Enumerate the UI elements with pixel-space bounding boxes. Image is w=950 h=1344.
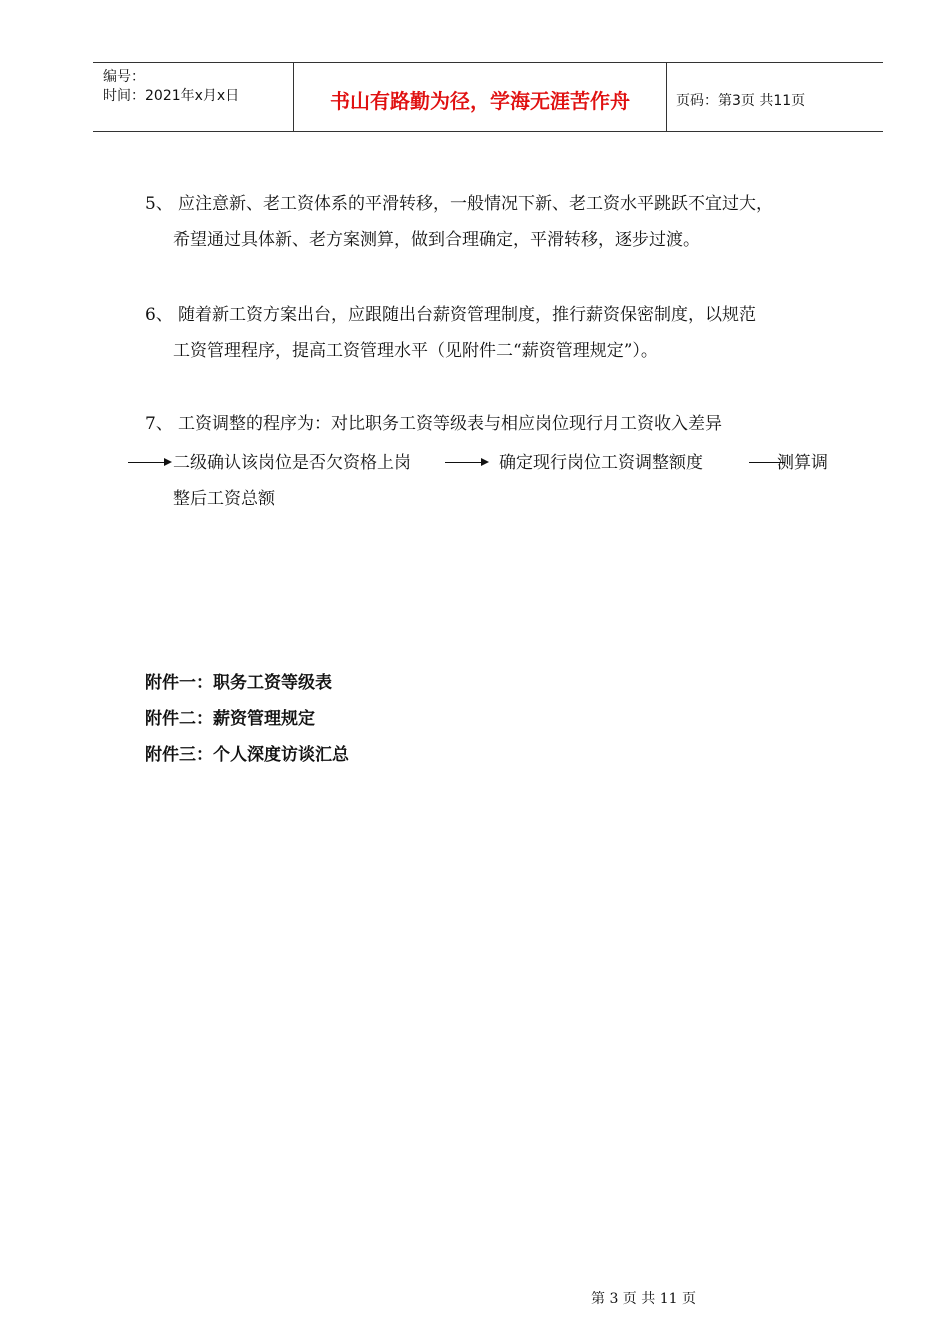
item-text-line1: 随着新工资方案出台，应跟随出台薪资管理制度，推行薪资保密制度，以规范 xyxy=(178,305,756,325)
attachment-2: 附件二：薪资管理规定 xyxy=(145,709,315,729)
flow-step-1: 二级确认该岗位是否欠资格上岗 xyxy=(173,453,411,473)
attachment-3: 附件三：个人深度访谈汇总 xyxy=(145,745,349,765)
item-number: 7、 xyxy=(145,414,173,434)
list-item-6 xyxy=(145,297,845,369)
item-text-line3: 整后工资总额 xyxy=(173,489,275,509)
item-number: 5、 xyxy=(145,194,173,214)
item-number: 6、 xyxy=(145,305,173,325)
item-text-line1: 应注意新、老工资体系的平滑转移，一般情况下新、老工资水平跳跃不宜过大， xyxy=(178,194,773,214)
header-motto-cell xyxy=(294,63,667,131)
list-item-7 xyxy=(145,406,845,442)
header-page-cell xyxy=(667,63,883,131)
item-text-line2: 希望通过具体新、老方案测算，做到合理确定，平滑转移，逐步过渡。 xyxy=(173,230,700,250)
flow-arrow-icon xyxy=(128,462,170,463)
flow-step-2: 确定现行岗位工资调整额度 xyxy=(499,453,703,473)
flow-step-3: 测算调 xyxy=(777,453,828,473)
item-text-line1: 工资调整的程序为：对比职务工资等级表与相应岗位现行月工资收入差异 xyxy=(178,414,722,434)
page-footer: 第 3 页 共 11 页 xyxy=(591,1291,696,1307)
document-header xyxy=(93,62,883,132)
motto-text: 书山有路勤为径，学海无涯苦作舟 xyxy=(330,89,630,113)
list-item-7-continuation xyxy=(145,481,845,517)
time-label: 时间：2021年x月x日 xyxy=(103,88,240,104)
item-text-line2: 工资管理程序，提高工资管理水平（见附件二“薪资管理规定”）。 xyxy=(173,341,658,361)
serial-label: 编号： xyxy=(103,69,145,85)
header-page-info: 页码：第3页 共11页 xyxy=(676,93,806,109)
flow-arrow-icon xyxy=(445,462,487,463)
header-meta-cell xyxy=(93,63,294,131)
list-item-5 xyxy=(145,186,845,258)
attachment-1: 附件一：职务工资等级表 xyxy=(145,673,332,693)
